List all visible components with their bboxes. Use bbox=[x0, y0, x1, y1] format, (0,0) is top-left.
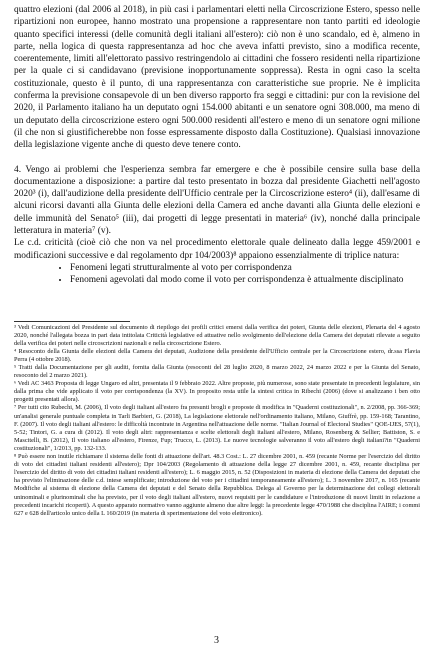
body-paragraph-1: quattro elezioni (dal 2006 al 2018), in più casi i parlamentari eletti nella Circoscrizione Estero, spesso nelle ripartizioni non europee, hanno mostrato una propensione a rappresentare non tanto partiti ed ideologie quanto specifici interessi (delle comunità degli italiani all'estero): ciò non è uno scandalo, ed è, almeno in parte, nella logica di questa rappresentanza ad hoc che aveva infatti previsto, sino a modifica recente, coerentemente, limiti all'elettorato passivo restringendolo ai cittadini che fossero residenti nella ripartizione per la quale ci si candidavano (previsione inopportunamente soppressa). Resta in ogni caso la scelta costituzionale, questo è il punto, di una rappresentanza con caratteristiche sue proprie. Ne è implicita conferma la previsione consapevole di un ben diverso rapporto fra seggi e cittadini: pur con la revisione del 2020, il Parlamento italiano ha un deputato ogni 154.000 abitanti e un senatore ogni 308.000, ma meno di un deputato della circoscrizione estero ogni 500.000 residenti all'estero e meno di un senatore ogni milione (il che non si giustificherebbe non fosse espressamente disposto dalla Costituzione). Qualsiasi innovazione della legislazione vigente anche di questo deve tenere conto. bbox=[14, 5, 420, 151]
footnote-5: ⁵ Tratti dalla Documentazione per gli auditi, fornita dalla Giunta (resoconti del 28 luglio 2020, 8 marzo 2022, 24 marzo 2022 e per la Giunta del Senato, resoconto del 2 marzo 2021). bbox=[14, 364, 420, 380]
bullet-list bbox=[14, 262, 420, 287]
bullet-item: • Fenomeni legati strutturalmente al voto per corrispondenza bbox=[70, 262, 420, 274]
footnote-6: ⁶ Vedi AC 3463 Proposta di legge Ungaro ed altri, presentata il 9 febbraio 2022. Altre proposte, più numerose, sono state presentate in precedenti legislature, sin dalla prima che vide applicato il voto per corrispondenza (la XV). In proposito resta utile la sintesi critica in Ribechi (2006) (dove si analizzano i ben otto progetti presentati allora). bbox=[14, 380, 420, 404]
footnote-3: ³ Vedi Comunicazioni del Presidente sul documento di riepilogo dei profili critici emersi dalla verifica dei poteri, Giunta delle elezioni, Plenaria del 4 agosto 2020, nonché l'allegata bozza in pari data intitolata Criticità legislative ed attuative nello svolgimento dell'elezione della Camera dei deputati rilevate a seguito della verifica dei poteri nelle circoscrizioni nazionali e nella circoscrizione Estero. bbox=[14, 323, 420, 347]
body-paragraph-3: Le c.d. criticità (cioè ciò che non va nel procedimento elettorale quale delineato dalla legge 459/2001 e modificazioni successive e dal regolamento dpr 104/2003)⁸ appaiono essenzialmente di triplice natura: bbox=[14, 238, 420, 261]
footnote-4: ⁴ Resoconto della Giunta delle elezioni della Camera dei deputati, Audizione della presidente dell'Ufficio centrale per la Circoscrizione estero, dr.ssa Flavia Perra (4 ottobre 2018). bbox=[14, 347, 420, 363]
page-number: 3 bbox=[214, 635, 219, 646]
footnote-8: ⁸ Può essere non inutile richiamare il sistema delle fonti di attuazione dell'art. 48.3 Cost.: L. 27 dicembre 2001, n. 459 (recante Norme per l'esercizio del diritto di voto dei cittadini italiani residenti all'estero); Dpr 104/2003 (Regolamento di attuazione della legge 27 dicembre 2001, n. 459, recante disciplina per l'esercizio del diritto di voto dei cittadini italiani residenti all'estero); L. 6 maggio 2015, n. 52 (Disposizioni in materia di elezione della Camera dei deputati che ha previsto l'eliminazione delle c.d. intese semplificate; introduzione del voto per i cittadini temporaneamente all'estero); L. 3 novembre 2017, n. 165 (recante Modifiche al sistema di elezione della Camera dei deputati e del Senato della Repubblica. Delega al Governo per la determinazione dei collegi elettorali uninominali e plurinominali che ha previsto, per il voto degli italiani all'estero, nuovi requisiti per le candidature e l'introduzione di nuovi limiti in relazione a precedenti incarichi ricoperti). A questo apparato normativo vanno aggiunte almeno due altre leggi: la precedente legge 470/1988 che disciplina l'AIRE; i commi 627 e 628 dell'articolo unico della L 160/2019 (in materia di sperimentazione del voto elettronico). bbox=[14, 453, 420, 517]
bullet-item: • Fenomeni agevolati dal modo come il voto per corrispondenza è attualmente disciplinato bbox=[70, 274, 420, 286]
footnote-7: ⁷ Per tutti cito Rubechi, M. (2006), Il voto degli italiani all'estero fra presunti brogli e proposte di modifica in "Quaderni costituzionali", n. 2/2008, pp. 366-369; un'analisi generale puntuale completa in Tarli Barbieri, G. (2018), La legislazione elettorale nell'ordinamento italiano, Milano, Giuffrè, pp. 159-168; Tarantino, F. (2007). Il voto degli italiani all'estero: le difficoltà incontrate in Argentina nell'attuazione delle norme. "Italian Journal of Electoral Studies" QOE-IJES, 57(1), 5-52; Tintori, G. a cura di (2012). Il voto degli altri: rappresentanza e scelte elettorali degli italiani all'estero, Milano, Rosenberg & Sellier; Battiston, S. e Mascitelli, B. (2012), Il voto italiano all'estero, Firenze, Fup; Trucco, L. (2013). Le nuove tecnologie salveranno il voto all'estero degli italiani?in "Quaderni costituzionali", 1/2013, pp. 132-133. bbox=[14, 404, 420, 452]
footnote-separator bbox=[14, 321, 130, 322]
body-paragraph-2: 4. Vengo ai problemi che l'esperienza sembra far emergere e che è possibile censire sulla base della documentazione a disposizione: a partire dal testo presentato in bozza dal presidente Giachetti nell'agosto 2020³ (i), dall'audizione della presidente dell'Ufficio centrale per la Circoscrizione estero⁴ (ii), dall'esame di alcuni ricorsi davanti alla Giunta delle elezioni della Camera ed anche davanti alla Giunta delle elezioni e delle immunità del Senato⁵ (iii), dai progetti di legge presentati in materia⁶ (iv), nonché dalla principale letteratura in materia⁷ (v). bbox=[14, 164, 420, 237]
